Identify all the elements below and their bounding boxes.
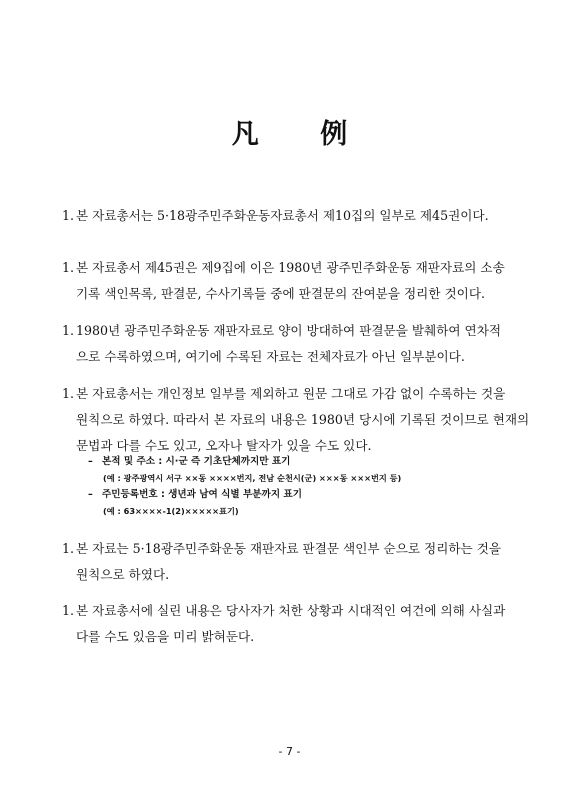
item-marker: 1. <box>62 603 75 618</box>
item-line <box>62 318 524 344</box>
notice-item-3 <box>62 318 524 370</box>
subnote-example: (예 : 광주광역시 서구 ××동 ××××번지, 전남 순천시(군) ×××동 ×××번지 등) <box>103 473 402 483</box>
item-marker: 1. <box>62 323 75 338</box>
item-line <box>62 203 524 229</box>
notice-item-4 <box>62 381 530 459</box>
subnote-dash: – <box>88 456 93 467</box>
notice-item-2 <box>62 255 524 307</box>
item-line: 원칙으로 하였다. 따라서 본 자료의 내용은 1980년 당시에 기록된 것이므로 현재의 <box>76 412 530 427</box>
subnote-address <box>88 454 401 486</box>
notice-item-6 <box>62 598 524 650</box>
subnote-text: 주민등록번호 : 생년과 남여 식별 부분까지 표기 <box>102 489 302 500</box>
subnote-text: 본적 및 주소 : 시·군 즉 기초단체까지만 표기 <box>102 456 291 467</box>
page-number: - 7 - <box>278 745 301 758</box>
subnote-resident-number <box>88 487 302 519</box>
page-title: 凡 例 <box>231 119 374 150</box>
item-text: 본 자료총서는 5·18광주민주화운동자료총서 제10집의 일부로 제45권이다. <box>76 208 489 223</box>
item-text: 본 자료총서에 실린 내용은 당사자가 처한 상황과 시대적인 여건에 의해 사실과 <box>76 603 506 618</box>
notice-item-5 <box>62 536 524 588</box>
item-line <box>62 381 524 407</box>
item-line: 기록 색인목록, 판결문, 수사기록들 중에 판결문의 잔여분을 정리한 것이다. <box>76 286 486 301</box>
item-line: 으로 수록하였으며, 여기에 수록된 자료는 전체자료가 아닌 일부분이다. <box>76 349 465 364</box>
item-text: 1980년 광주민주화운동 재판자료로 양이 방대하여 판결문을 발췌하여 연차적 <box>76 323 502 338</box>
item-line: 다를 수도 있음을 미리 밝혀둔다. <box>76 629 255 644</box>
item-line <box>62 598 524 624</box>
item-text: 본 자료총서는 개인정보 일부를 제외하고 원문 그대로 가감 없이 수록하는 것을 <box>76 386 506 401</box>
item-text: 본 자료총서 제45권은 제9집에 이은 1980년 광주민주화운동 재판자료의 소송 <box>76 260 505 275</box>
item-line <box>62 255 524 281</box>
item-line <box>62 536 524 562</box>
item-line: 문법과 다를 수도 있고, 오자나 탈자가 있을 수도 있다. <box>76 438 372 453</box>
item-line: 원칙으로 하였다. <box>76 567 170 582</box>
item-marker: 1. <box>62 260 75 275</box>
subnote-dash: – <box>88 489 93 500</box>
item-text: 본 자료는 5·18광주민주화운동 재판자료 판결문 색인부 순으로 정리하는 것을 <box>76 541 502 556</box>
item-marker: 1. <box>62 386 75 401</box>
subnote-example: (예 : 63××××-1(2)×××××표기) <box>103 506 239 516</box>
item-marker: 1. <box>62 208 75 223</box>
notice-item-1 <box>62 203 524 229</box>
item-marker: 1. <box>62 541 75 556</box>
